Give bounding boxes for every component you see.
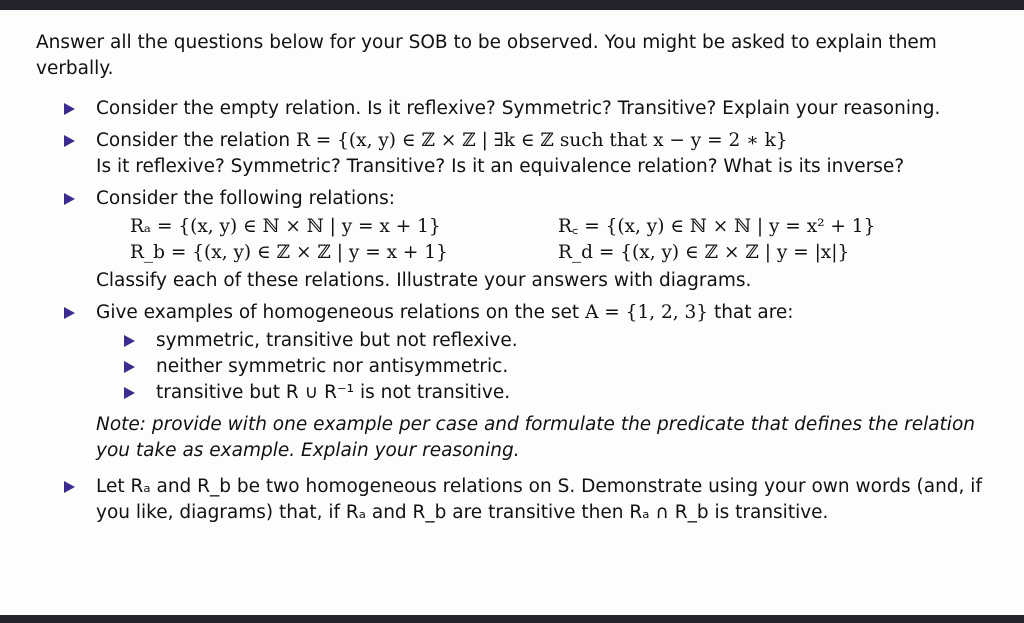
triangle-bullet-icon bbox=[64, 307, 75, 319]
list-item-2 bbox=[36, 128, 996, 180]
sub-item-3 bbox=[96, 380, 996, 406]
relation-rd: R_d = {(x, y) ∈ ℤ × ℤ | y = |x|} bbox=[558, 242, 850, 263]
triangle-bullet-icon bbox=[124, 387, 135, 399]
list-item-4 bbox=[36, 300, 996, 464]
relation-ra: Rₐ = {(x, y) ∈ ℕ × ℕ | y = x + 1} bbox=[130, 216, 441, 237]
top-frame bbox=[0, 0, 1024, 10]
sub-item-1-text: symmetric, transitive but not reflexive. bbox=[156, 330, 518, 351]
list-item-1 bbox=[36, 96, 996, 122]
sub-item-3-text: transitive but R ∪ R⁻¹ is not transitive. bbox=[156, 382, 511, 403]
list-item-5 bbox=[36, 474, 996, 526]
triangle-bullet-icon bbox=[64, 135, 75, 147]
relation-rb: R_b = {(x, y) ∈ ℤ × ℤ | y = x + 1} bbox=[130, 242, 448, 263]
document-content bbox=[36, 30, 996, 532]
item-4-suffix: that are: bbox=[708, 302, 794, 323]
item-2-math: R = {(x, y) ∈ ℤ × ℤ | ∃k ∈ ℤ such that x − y = 2 ∗ k} bbox=[295, 130, 788, 151]
list-item-3 bbox=[36, 186, 996, 294]
item-2-line1 bbox=[96, 128, 996, 154]
item-4-prefix: Give examples of homogeneous relations on the set bbox=[96, 302, 586, 323]
item-1-text: Consider the empty relation. Is it reflexive? Symmetric? Transitive? Explain your reasoning. bbox=[96, 98, 941, 119]
triangle-bullet-icon bbox=[124, 361, 135, 373]
item-3-after: Classify each of these relations. Illustrate your answers with diagrams. bbox=[96, 270, 752, 291]
triangle-bullet-icon bbox=[64, 103, 75, 115]
item-3-intro: Consider the following relations: bbox=[96, 188, 396, 209]
relation-rc: R꜀ = {(x, y) ∈ ℕ × ℕ | y = x² + 1} bbox=[558, 216, 876, 237]
item-2-prefix: Consider the relation bbox=[96, 130, 296, 151]
triangle-bullet-icon bbox=[64, 193, 75, 205]
triangle-bullet-icon bbox=[64, 481, 75, 493]
item-4-math: A = {1, 2, 3} bbox=[585, 302, 709, 323]
item-2-line2: Is it reflexive? Symmetric? Transitive? Is it an equivalence relation? What is its inverse? bbox=[96, 156, 905, 177]
item-4-intro bbox=[96, 300, 996, 326]
intro-text: Answer all the questions below for your SOB to be observed. You might be asked to explain them verbally. bbox=[36, 32, 937, 79]
relations-block bbox=[130, 214, 996, 268]
sub-item-2 bbox=[96, 354, 996, 380]
note-text: Note: provide with one example per case and formulate the predicate that defines the relation you take as example. Explain your reasoning. bbox=[96, 414, 975, 461]
sub-list bbox=[96, 328, 996, 406]
sub-item-2-text: neither symmetric nor antisymmetric. bbox=[156, 356, 509, 377]
bottom-frame bbox=[0, 615, 1024, 623]
sub-item-1 bbox=[96, 328, 996, 354]
triangle-bullet-icon bbox=[124, 335, 135, 347]
item-5-text: Let Rₐ and R_b be two homogeneous relations on S. Demonstrate using your own words (and, if you like, diagrams) that, if Rₐ and R_b are transitive then Rₐ ∩ R_b is transitive. bbox=[96, 476, 982, 523]
document-page bbox=[0, 10, 1024, 615]
